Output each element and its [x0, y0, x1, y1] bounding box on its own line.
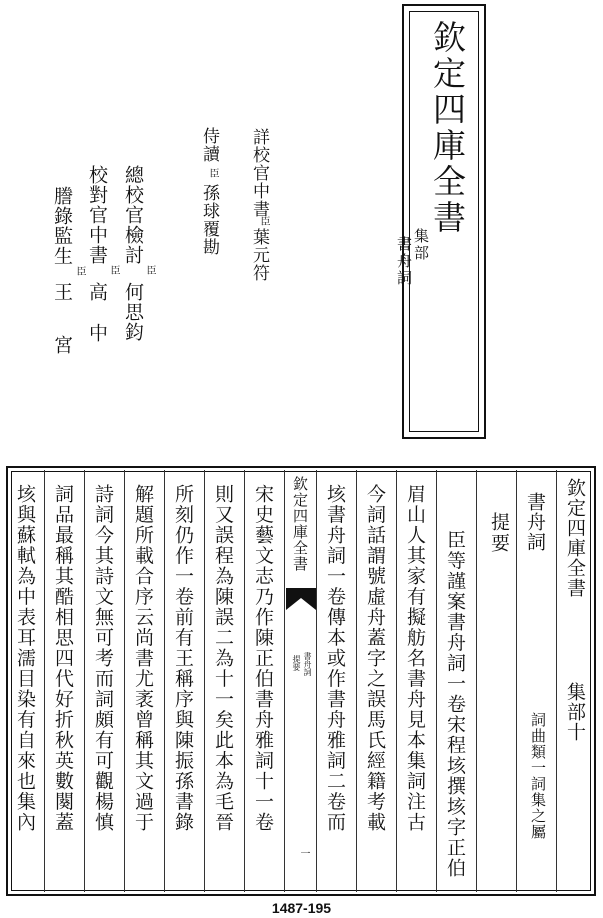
credit-mark: 臣	[207, 168, 218, 178]
fold-work: 書舟詞	[303, 652, 312, 676]
credit-role: 校對官中書	[86, 165, 108, 265]
text-column: 詞品最稱其酷相思四代好折秋英數闋蓋	[52, 484, 74, 833]
page-header-title: 欽定四庫全書	[564, 478, 586, 598]
credit-name: 孫球覆勘	[199, 184, 219, 256]
column-rule	[356, 470, 357, 892]
fold-label: 提要	[292, 655, 301, 671]
text-column: 垓書舟詞一卷傳本或作書舟雅詞二卷而	[324, 484, 346, 833]
credit-name: 王宮	[51, 282, 73, 388]
fish-tail-ornament	[286, 588, 316, 610]
column-rule	[204, 470, 205, 892]
credit-name: 高中	[86, 282, 108, 364]
text-column: 今詞話謂號虛舟蓋字之誤馬氏經籍考載	[364, 484, 386, 833]
column-rule	[316, 470, 317, 892]
text-column: 詩詞今其詩文無可考而詞頗有可觀楊慎	[92, 484, 114, 833]
column-rule	[44, 470, 45, 892]
cover-collection: 集部	[412, 228, 430, 262]
text-column: 則又誤程為陳誤二為十一矣此本為毛晉	[212, 484, 234, 833]
text-column: 宋史藝文志乃作陳正伯書舟雅詞十一卷	[252, 484, 274, 833]
credit-mark: 臣	[108, 265, 119, 275]
section-heading: 提要	[488, 512, 510, 554]
text-column: 臣等謹案書舟詞一卷宋程垓撰垓字正伯	[444, 530, 466, 879]
credit-mark: 臣	[258, 216, 269, 226]
work-title: 書舟詞	[524, 492, 546, 552]
column-rule	[516, 470, 517, 892]
title-slip	[395, 4, 486, 439]
text-column: 眉山人其家有擬舫名書舟見本集詞注古	[404, 484, 426, 833]
page-number: 1487-195	[271, 900, 332, 916]
column-rule	[476, 470, 477, 892]
column-rule	[124, 470, 125, 892]
credit-role: 詳校官中書	[249, 128, 269, 218]
column-rule	[164, 470, 165, 892]
text-column: 解題所載合序云尚書尤袤曾稱其文過于	[132, 484, 154, 833]
column-rule	[84, 470, 85, 892]
credit-role: 總校官檢討	[122, 165, 144, 265]
credit-mark: 臣	[74, 266, 85, 276]
column-rule	[396, 470, 397, 892]
text-column: 所刻仍作一卷前有王稱序與陳振孫書錄	[172, 484, 194, 833]
classification: 詞曲類一詞集之屬	[529, 712, 547, 840]
text-column: 垓與蘇軾為中表耳濡目染有自來也集內	[14, 484, 36, 833]
cover-title: 欽定四庫全書	[428, 20, 467, 236]
column-rule	[436, 470, 437, 892]
page-header-section: 集部十	[564, 682, 586, 742]
credit-role: 謄錄監生	[51, 186, 73, 266]
credit-mark: 臣	[144, 265, 155, 275]
credit-name: 何思鈞	[122, 282, 144, 342]
column-rule	[284, 470, 285, 892]
fold-page-number: 一	[298, 848, 309, 858]
column-rule	[556, 470, 557, 892]
credit-name: 葉元符	[249, 228, 269, 282]
fold-title: 欽定四庫全書	[291, 476, 309, 572]
credit-role: 侍讀	[199, 127, 219, 163]
cover-work-title: 書舟詞	[395, 236, 413, 287]
column-rule	[244, 470, 245, 892]
